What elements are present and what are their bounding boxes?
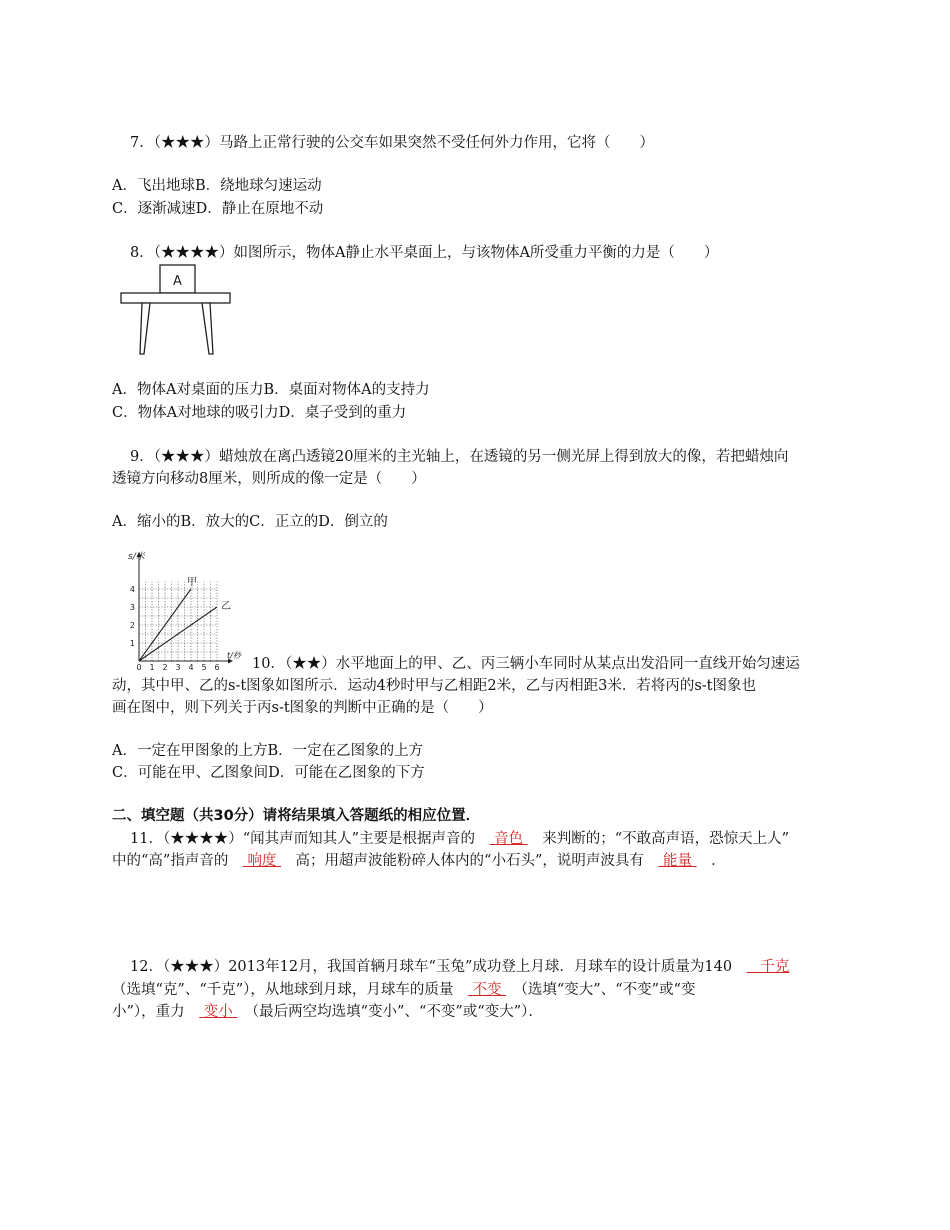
y-tick-label: 4 [129,585,135,594]
q11-text-3: 中的“高”指声音的 [112,853,229,869]
q12-text-1: 12．（★★★）2013年12月，我国首辆月球车“玉兔”成功登上月球．月球车的设计质量为140 [130,959,733,975]
x-tick-label: 0 [136,663,142,672]
section2-title: 二、填空题（共30分）请将结果填入答题纸的相应位置． [112,808,481,824]
q8-options-line2: C．物体A对地球的吸引力D．桌子受到的重力 [112,405,407,421]
table-leg-left [140,303,150,354]
series-label-2: 乙 [221,601,231,612]
q10-stem-line3: 画在图中，则下列关于丙s-t图象的判断中正确的是（ ） [112,700,493,716]
y-tick-label: 2 [129,621,135,630]
q12-text-5: （最后两空均选填“变小”、“不变”或“变大”）． [251,1004,543,1020]
q12-text-3: （选填“变大”、“不变”或“变 [520,982,696,998]
q12-text-4: 小”），重力 [112,1004,185,1020]
q9-stem-line1: 9．（★★★）蜡烛放在离凸透镜20厘米的主光轴上，在透镜的另一侧光屏上得到放大的像，若把蜡烛向 [130,449,789,465]
x-tick-label: 6 [214,663,220,672]
q11-answer-3: 能量 [662,853,692,869]
q7-options-line1: A．飞出地球B．绕地球匀速运动 [112,178,322,194]
q11-answer-1: 音色 [494,831,524,847]
q12-answer-1: 千克 [760,959,790,975]
x-axis-label: t/秒 [227,651,241,660]
series-label-1: 甲 [187,577,197,588]
chart-ticks [130,585,220,672]
q12-line3 [112,1002,543,1022]
st-chart [124,550,242,672]
x-tick-label: 5 [201,663,207,672]
q12-answer-2: 不变 [472,982,502,998]
q10-options-line2: C．可能在甲、乙图象间D．可能在乙图象的下方 [112,765,425,781]
q11-text-1: 11．（★★★★）“闻其声而知其人”主要是根据声音的 [130,831,476,847]
q8-options-line1: A．物体A对桌面的压力B．桌面对物体A的支持力 [112,382,430,398]
chart-grid [139,582,217,661]
x-tick-label: 3 [175,663,181,672]
q9-options: A．缩小的B．放大的C．正立的D．倒立的 [112,514,388,530]
table-leg-right [202,303,213,354]
y-tick-label: 3 [129,603,135,612]
q10-stem-line2: 动，其中甲、乙的s-t图象如图所示．运动4秒时甲与乙相距2米，乙与丙相距3米．若将丙的s-t图象也 [112,678,757,694]
q10-options-line1: A．一定在甲图象的上方B．一定在乙图象的上方 [112,743,424,759]
q8-stem: 8．（★★★★）如图所示，物体A静止水平桌面上，与该物体A所受重力平衡的力是（ ） [130,245,719,261]
q11-text-5: ． [711,853,726,869]
q12-text-2: （选填“克”、“千克”），从地球到月球，月球车的质量 [112,982,454,998]
table-top [121,293,230,303]
x-tick-label: 1 [149,663,155,672]
q11-text-4: 高；用超声波能粉碎人体内的“小石头”，说明声波具有 [295,853,644,869]
x-tick-label: 4 [188,663,194,672]
q9-stem-line2: 透镜方向移动8厘米，则所成的像一定是（ ） [112,471,426,487]
q11-answer-2: 响度 [247,853,277,869]
q7-options-line2: C．逐渐减速D．静止在原地不动 [112,201,324,217]
table-figure [118,262,234,358]
block-a-label: A [173,274,182,289]
q11-line1 [130,829,789,849]
x-tick-label: 2 [162,663,168,672]
q12-line1 [130,957,789,977]
y-tick-label: 1 [129,639,135,648]
q11-text-2: 来判断的；“不敢高声语，恐惊天上人” [542,831,790,847]
series-line-1 [139,589,191,661]
q7-stem: 7．（★★★）马路上正常行驶的公交车如果突然不受任何外力作用，它将（ ） [130,135,654,151]
y-axis-label: s/米 [128,552,145,562]
q12-line2 [112,980,695,1000]
q10-stem-line1: 10．（★★）水平地面上的甲、乙、丙三辆小车同时从某点出发沿同一直线开始匀速运 [252,656,800,672]
q12-answer-3: 变小 [203,1004,233,1020]
q11-line2 [112,851,726,871]
